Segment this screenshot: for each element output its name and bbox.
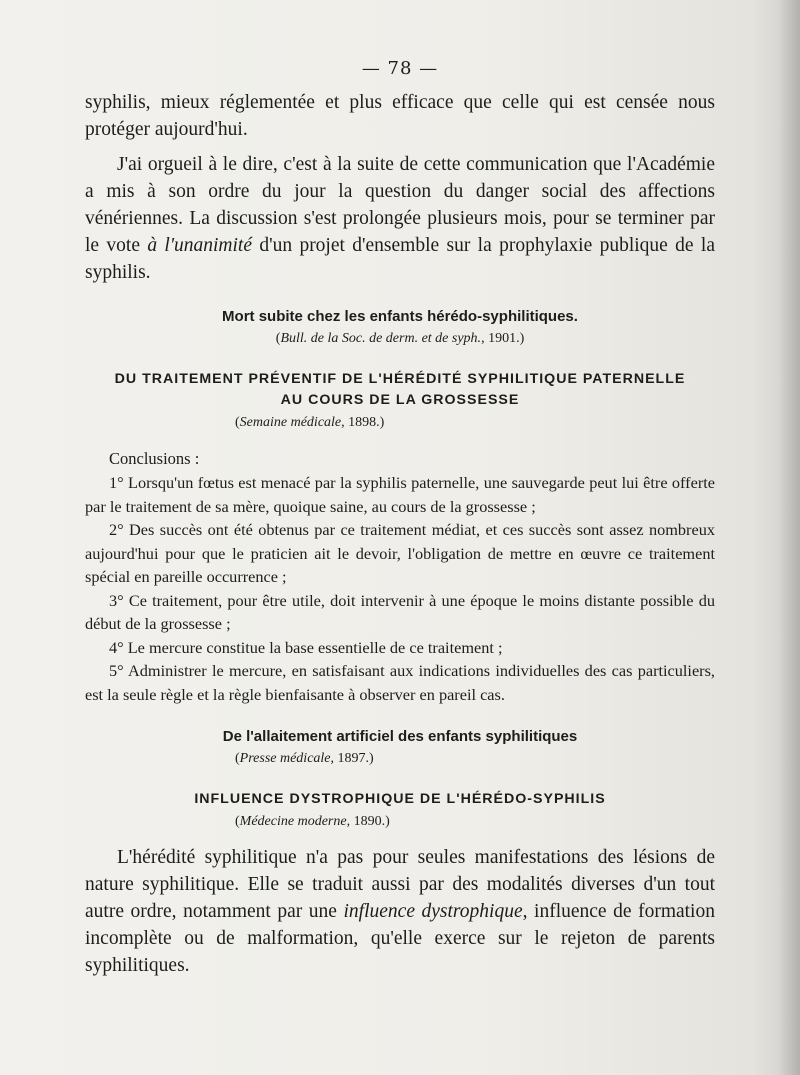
section-1-source-year: , 1901.) bbox=[481, 331, 525, 346]
section-4-source-year: , 1890.) bbox=[346, 814, 390, 829]
section-3-source-journal: Presse médicale bbox=[239, 751, 331, 766]
section-3-source-year: , 1897.) bbox=[330, 751, 374, 766]
section-2-title bbox=[85, 369, 715, 411]
section-2-source-open: ( bbox=[235, 415, 240, 430]
section-2-source-journal: Semaine médicale bbox=[239, 415, 342, 430]
section-4-source-open: ( bbox=[235, 814, 240, 829]
section-1-title: Mort subite chez les enfants hérédo-syphilitiques. bbox=[222, 308, 578, 325]
conclusion-item: 2° Des succès ont été obtenus par ce traitement médiat, et ces succès sont assez nombreux aujourd'hui pour que le praticien ait le devoir, l'obligation de mettre en œuvre ce traitement spécial en pareille occurrence ; bbox=[85, 520, 715, 586]
intro-paragraph-2 bbox=[85, 151, 715, 286]
section-4-paragraph-text-a: L'hérédité syphilitique n'a pas pour seules manifestations des lésions de nature syphilitique. Elle se traduit aussi par des modalités diverses d'un tout autre ordre, notamment par une bbox=[85, 847, 715, 922]
section-3-title: De l'allaitement artificiel des enfants syphilitiques bbox=[222, 728, 578, 745]
section-4-paragraph bbox=[85, 844, 715, 979]
section-2-title-line-2: AU COURS DE LA GROSSESSE bbox=[280, 392, 520, 408]
section-3-source bbox=[85, 751, 715, 767]
conclusion-item: 3° Ce traitement, pour être utile, doit intervenir à une époque le moins distante possible du début de la grossesse ; bbox=[85, 590, 715, 633]
page-number: — 78 — bbox=[361, 58, 439, 79]
section-4-paragraph-emphasis: influence dystrophique bbox=[343, 901, 523, 922]
intro-paragraph-2-text-b: d'un projet d'ensemble sur la prophylaxie publique de la syphilis. bbox=[85, 235, 715, 283]
section-4-source-journal: Médecine moderne bbox=[239, 814, 347, 829]
section-2-source bbox=[85, 415, 715, 431]
conclusions-label: Conclusions : bbox=[109, 449, 200, 468]
intro-paragraph-2-text-a: J'ai orgueil à le dire, c'est à la suite de cette communication que l'Académie a mis à son ordre du jour la question du danger social des affections vénériennes. La discussion s'est prolongée plusieurs mois, pour se terminer par le vote bbox=[85, 154, 715, 256]
section-4-title: INFLUENCE DYSTROPHIQUE DE L'HÉRÉDO-SYPHILIS bbox=[194, 791, 606, 807]
section-3-source-open: ( bbox=[235, 751, 240, 766]
section-1-source-open: ( bbox=[275, 331, 281, 346]
intro-paragraph-2-emphasis: à l'unanimité bbox=[147, 235, 252, 256]
intro-paragraph-1: syphilis, mieux réglementée et plus efficace que celle qui est censée nous protéger aujourd'hui. bbox=[85, 92, 715, 140]
conclusion-item: 4° Le mercure constitue la base essentielle de ce traitement ; bbox=[109, 637, 503, 657]
section-4-paragraph-text-b: , influence de formation incomplète ou de malformation, qu'elle exerce sur le rejeton de parents syphilitiques. bbox=[85, 901, 715, 976]
page-content bbox=[85, 58, 715, 979]
section-2-source-year: , 1898.) bbox=[341, 415, 385, 430]
conclusion-item: 5° Administrer le mercure, en satisfaisant aux indications individuelles des cas particuliers, est la seule règle et la règle bienfaisante à observer en pareil cas. bbox=[85, 661, 715, 704]
section-1-source-journal: Bull. de la Soc. de derm. et de syph. bbox=[280, 331, 482, 346]
section-2-title-line-1: DU TRAITEMENT PRÉVENTIF DE L'HÉRÉDITÉ SYPHILITIQUE PATERNELLE bbox=[114, 371, 686, 387]
section-1-source bbox=[85, 331, 715, 347]
conclusion-item: 1° Lorsqu'un fœtus est menacé par la syphilis paternelle, une sauvegarde peut lui être offerte par le traitement de sa mère, quoique saine, au cours de la grossesse ; bbox=[85, 473, 715, 516]
section-4-source bbox=[85, 814, 715, 830]
page-edge-shadow bbox=[778, 0, 800, 1075]
